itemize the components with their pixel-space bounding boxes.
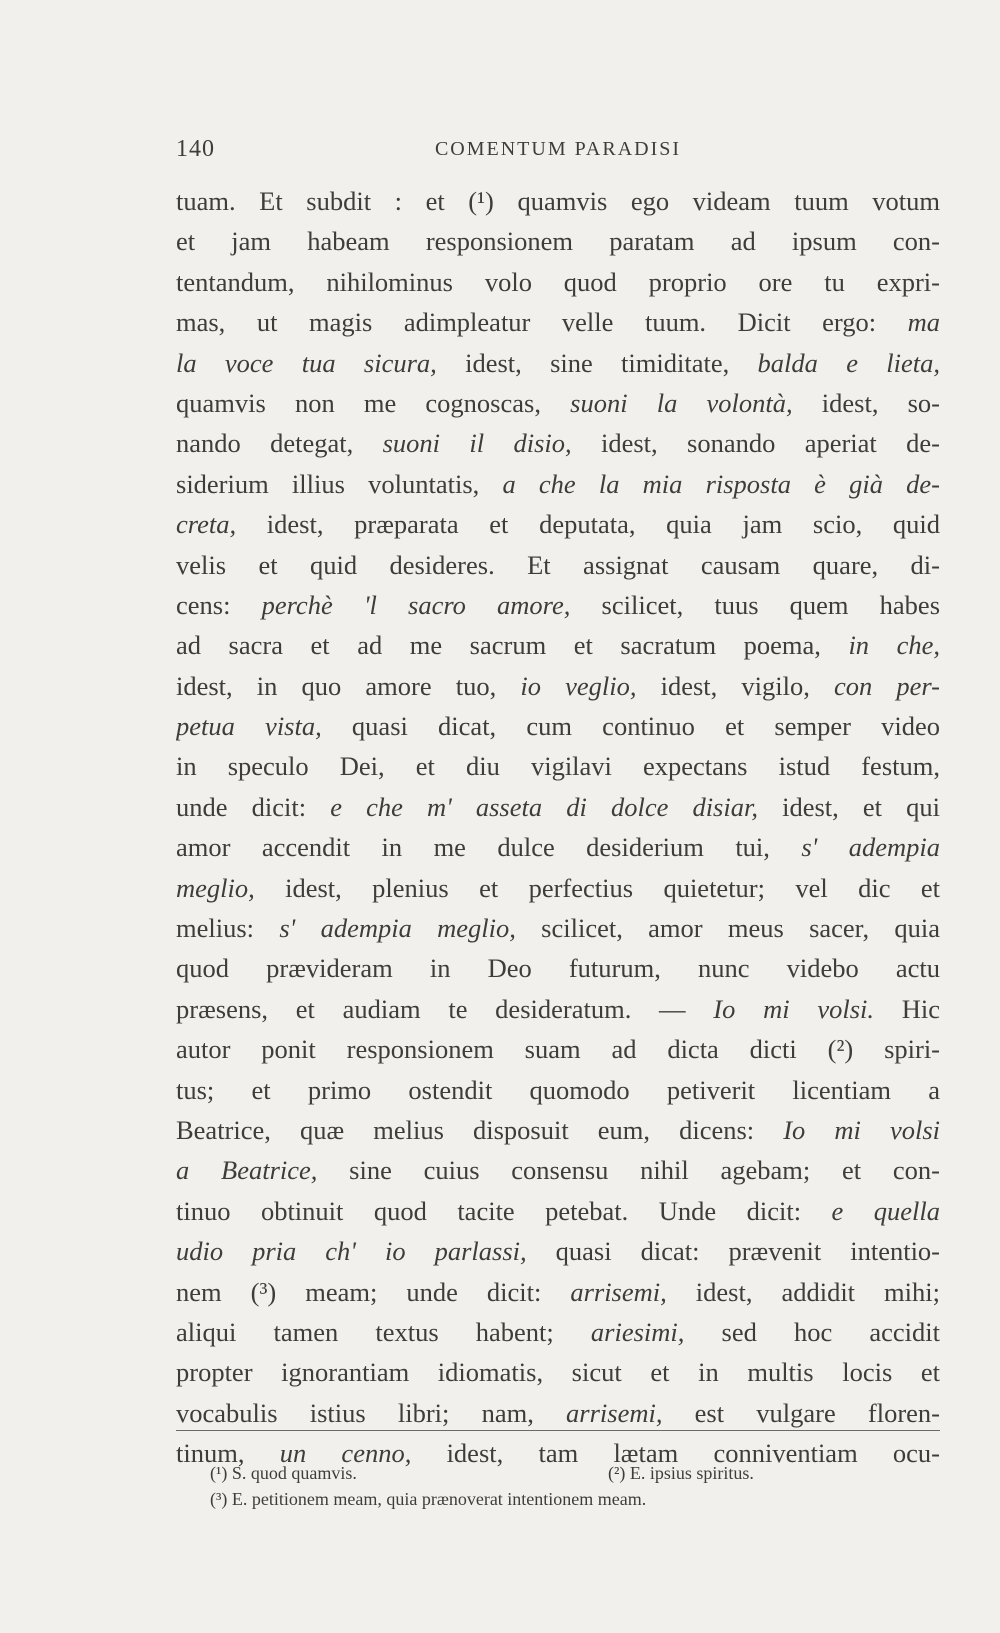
italic-quotation: ma bbox=[907, 307, 940, 338]
text-segment: præsens, et audiam te desideratum. — bbox=[176, 993, 714, 1024]
italic-quotation: s' adempia bbox=[801, 832, 940, 863]
italic-quotation: a Beatrice, bbox=[176, 1155, 318, 1186]
text-line bbox=[176, 423, 940, 463]
text-segment: idest, tam lætam conniventiam ocu- bbox=[411, 1438, 940, 1469]
text-segment: idest, plenius et perfectius quietetur; vel dic et bbox=[254, 872, 940, 903]
text-line bbox=[176, 383, 940, 423]
text-line bbox=[176, 666, 940, 706]
italic-quotation: Io mi volsi. bbox=[713, 993, 875, 1024]
text-line bbox=[176, 1110, 940, 1150]
footnote-1: (¹) S. quod quamvis. bbox=[210, 1463, 357, 1483]
text-segment: idest, addidit mihi; bbox=[666, 1276, 940, 1307]
footnote-3: (³) E. petitionem meam, quia prænoverat intentionem meam. bbox=[210, 1489, 647, 1509]
text-segment: tentandum, nihilominus volo quod proprio ore tu expri- bbox=[176, 266, 940, 297]
italic-quotation: un cenno, bbox=[279, 1438, 412, 1469]
italic-quotation: creta, bbox=[176, 509, 237, 540]
text-segment: siderium illius voluntatis, bbox=[176, 468, 503, 499]
text-line bbox=[176, 908, 940, 948]
text-segment: sed hoc accidit bbox=[684, 1316, 940, 1347]
text-segment: scilicet, tuus quem habes bbox=[570, 589, 940, 620]
text-segment: idest, præparata et deputata, quia jam scio, quid bbox=[236, 509, 940, 540]
text-segment: in speculo Dei, et diu vigilavi expectans istud festum, bbox=[176, 751, 940, 782]
italic-quotation: a che la mia risposta è già de- bbox=[502, 468, 940, 499]
text-segment: propter ignorantiam idiomatis, sicut et in multis locis et bbox=[176, 1357, 940, 1388]
text-segment: idest, sine timiditate, bbox=[436, 347, 758, 378]
italic-quotation: suoni la volontà, bbox=[570, 387, 793, 418]
italic-quotation: io veglio, bbox=[520, 670, 637, 701]
text-line bbox=[176, 1272, 940, 1312]
text-line bbox=[176, 464, 940, 504]
footnotes bbox=[210, 1460, 870, 1512]
text-segment: est vulgare floren- bbox=[662, 1397, 940, 1428]
text-line bbox=[176, 1352, 940, 1392]
text-line bbox=[176, 706, 940, 746]
text-segment: tinuo obtinuit quod tacite petebat. Unde dicit: bbox=[176, 1195, 832, 1226]
text-line bbox=[176, 221, 940, 261]
text-line bbox=[176, 1191, 940, 1231]
text-segment: quasi dicat: prævenit intentio- bbox=[526, 1236, 940, 1267]
text-line bbox=[176, 181, 940, 221]
text-segment: velis et quid desideres. Et assignat causam quare, di- bbox=[176, 549, 940, 580]
text-segment: quasi dicat, cum continuo et semper video bbox=[321, 711, 940, 742]
footnote-row bbox=[210, 1486, 870, 1512]
text-segment: sine cuius consensu nihil agebam; et con- bbox=[317, 1155, 940, 1186]
text-line bbox=[176, 343, 940, 383]
text-segment: idest, et qui bbox=[758, 791, 940, 822]
text-line bbox=[176, 302, 940, 342]
text-segment: cens: bbox=[176, 589, 262, 620]
running-head bbox=[176, 136, 940, 168]
text-segment: idest, so- bbox=[792, 387, 940, 418]
footnote-divider bbox=[176, 1430, 940, 1431]
text-segment: autor ponit responsionem suam ad dicta dicti (²) spiri- bbox=[176, 1034, 940, 1065]
commentary-body bbox=[176, 181, 940, 1474]
text-segment: Beatrice, quæ melius disposuit eum, dicens: bbox=[176, 1114, 784, 1145]
text-segment: ad sacra et ad me sacrum et sacratum poema, bbox=[176, 630, 849, 661]
text-segment: Hic bbox=[874, 993, 940, 1024]
text-segment: aliqui tamen textus habent; bbox=[176, 1316, 591, 1347]
text-line bbox=[176, 787, 940, 827]
italic-quotation: balda e lieta, bbox=[757, 347, 940, 378]
text-segment: idest, in quo amore tuo, bbox=[176, 670, 521, 701]
italic-quotation: udio pria ch' io parlassi, bbox=[176, 1236, 527, 1267]
italic-quotation: e che m' asseta di dolce disiar, bbox=[330, 791, 758, 822]
text-line bbox=[176, 1070, 940, 1110]
footnote-2: (²) E. ipsius spiritus. bbox=[608, 1463, 754, 1483]
italic-quotation: meglio, bbox=[176, 872, 255, 903]
italic-quotation: Io mi volsi bbox=[783, 1114, 940, 1145]
text-line bbox=[176, 625, 940, 665]
text-segment: tinum, bbox=[176, 1438, 280, 1469]
text-line bbox=[176, 1231, 940, 1271]
text-segment: vocabulis istius libri; nam, bbox=[176, 1397, 567, 1428]
text-line bbox=[176, 504, 940, 544]
text-segment: nem (³) meam; unde dicit: bbox=[176, 1276, 571, 1307]
text-segment: nando detegat, bbox=[176, 428, 383, 459]
italic-quotation: s' adempia meglio, bbox=[279, 913, 516, 944]
italic-quotation: e quella bbox=[831, 1195, 940, 1226]
italic-quotation: la voce tua sicura, bbox=[176, 347, 437, 378]
text-line bbox=[176, 262, 940, 302]
page-number: 140 bbox=[176, 136, 215, 162]
text-segment: tus; et primo ostendit quomodo petiverit licentiam a bbox=[176, 1074, 940, 1105]
text-line bbox=[176, 545, 940, 585]
italic-quotation: arrisemi, bbox=[566, 1397, 663, 1428]
running-title: COMENTUM PARADISI bbox=[434, 138, 682, 160]
text-line bbox=[176, 1029, 940, 1069]
text-line bbox=[176, 1150, 940, 1190]
text-line bbox=[176, 948, 940, 988]
text-segment: scilicet, amor meus sacer, quia bbox=[515, 913, 940, 944]
italic-quotation: petua vista, bbox=[176, 711, 322, 742]
text-segment: tuam. Et subdit : et (¹) quamvis ego videam tuum votum bbox=[176, 186, 940, 216]
italic-quotation: perchè 'l sacro amore, bbox=[261, 589, 571, 620]
text-segment: melius: bbox=[176, 913, 280, 944]
italic-quotation: ariesimi, bbox=[590, 1316, 685, 1347]
text-line bbox=[176, 989, 940, 1029]
text-line bbox=[176, 585, 940, 625]
text-segment: mas, ut magis adimpleatur velle tuum. Dicit ergo: bbox=[176, 307, 908, 338]
italic-quotation: arrisemi, bbox=[570, 1276, 667, 1307]
text-line bbox=[176, 1393, 940, 1433]
text-line bbox=[176, 868, 940, 908]
text-line bbox=[176, 1312, 940, 1352]
text-segment: idest, vigilo, bbox=[636, 670, 834, 701]
text-segment: unde dicit: bbox=[176, 791, 331, 822]
text-segment: quod prævideram in Deo futurum, nunc videbo actu bbox=[176, 953, 940, 984]
text-line bbox=[176, 746, 940, 786]
footnote-row bbox=[210, 1460, 870, 1486]
text-segment: et jam habeam responsionem paratam ad ipsum con- bbox=[176, 226, 940, 257]
text-segment: idest, sonando aperiat de- bbox=[571, 428, 940, 459]
italic-quotation: suoni il disio, bbox=[382, 428, 572, 459]
text-segment: amor accendit in me dulce desiderium tui, bbox=[176, 832, 802, 863]
italic-quotation: in che, bbox=[848, 630, 940, 661]
text-line bbox=[176, 827, 940, 867]
italic-quotation: con per- bbox=[833, 670, 940, 701]
text-segment: quamvis non me cognoscas, bbox=[176, 387, 571, 418]
